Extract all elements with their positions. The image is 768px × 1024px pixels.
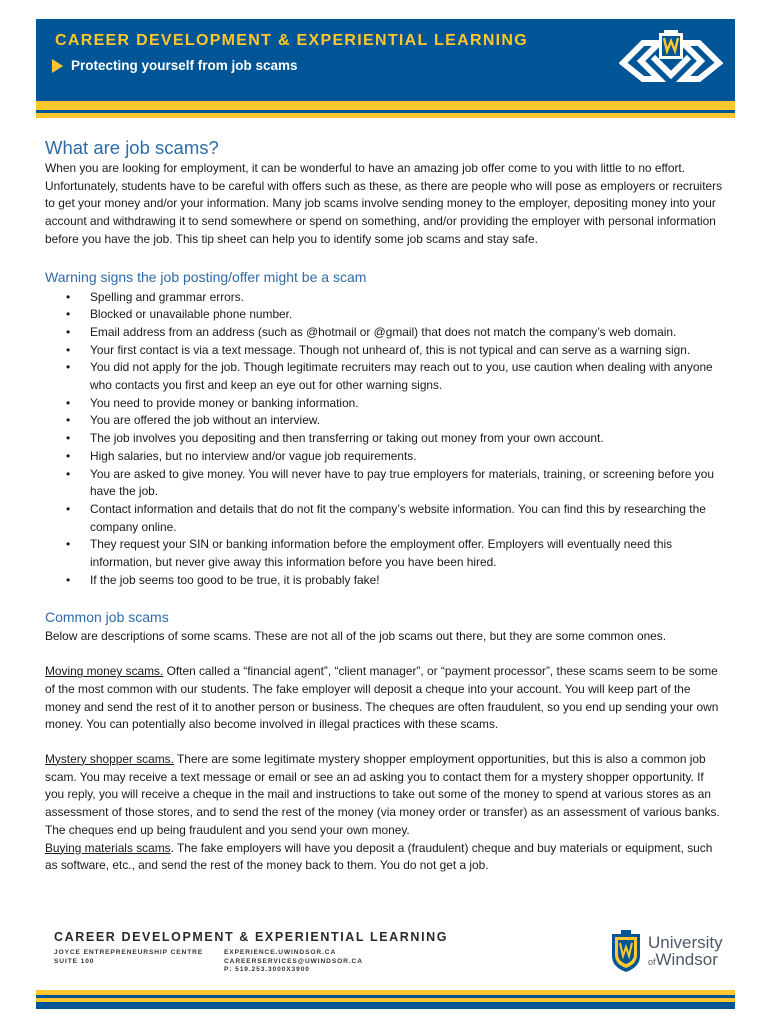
header-stripe bbox=[36, 101, 735, 110]
moving-money-paragraph bbox=[45, 663, 725, 734]
footer-title: CAREER DEVELOPMENT & EXPERIENTIAL LEARNING bbox=[54, 930, 449, 944]
university-name-windsor: Windsor bbox=[655, 950, 718, 969]
university-name-of: of bbox=[648, 957, 656, 967]
list-item: • High salaries, but no interview and/or vague job requirements. bbox=[45, 448, 725, 466]
list-item: • Your first contact is via a text message. Though not unheard of, this is not typical and can serve as a warning sign. bbox=[45, 342, 725, 360]
list-item: • Email address from an address (such as @hotmail or @gmail) that does not match the company’s web domain. bbox=[45, 324, 725, 342]
buying-materials-text: . The fake employers will have you deposit a (fraudulent) cheque and buy materials or equipment, such as software, etc., and send the rest of the money back to them. You do not get a job. bbox=[45, 840, 713, 873]
university-wordmark bbox=[648, 934, 723, 971]
university-name-line2 bbox=[648, 951, 723, 971]
mystery-shopper-paragraph bbox=[45, 751, 725, 840]
moving-money-label: Moving money scams. bbox=[45, 664, 164, 679]
list-item: • You did not apply for the job. Though legitimate recruiters may reach out to you, use caution when dealing with anyone who contacts you first and keep an eye out for other warning signs. bbox=[45, 359, 725, 394]
intro-paragraph: When you are looking for employment, it can be wonderful to have an amazing job offer come to you with little to no effort. Unfortunately, students have to be careful with offers such as these, as there are people who will pose as employers or recruiters to get your money and/or your information. Many job scams involve sending money to the employer, depositing money into your account and withdrawing it to send somewhere or spend on something, and/or providing the employer with personal information before you have the job. This tip sheet can help you to identify some job scams and stay safe. bbox=[45, 161, 723, 246]
header-subtitle bbox=[52, 58, 298, 73]
section-heading-common-scams: Common job scams bbox=[45, 609, 169, 626]
common-intro-paragraph: Below are descriptions of some scams. These are not all of the job scams out there, but they are some common ones. bbox=[45, 629, 667, 644]
main-content bbox=[45, 136, 725, 875]
list-item: • They request your SIN or banking information before the employment offer. Employers will eventually need this information, but never give away this information before you have been hired. bbox=[45, 536, 725, 571]
list-item: • Spelling and grammar errors. bbox=[45, 289, 725, 307]
buying-materials-paragraph bbox=[45, 840, 725, 875]
section-heading-intro: What are job scams? bbox=[45, 137, 219, 158]
header-stripe bbox=[36, 113, 735, 118]
footer-contact bbox=[224, 949, 363, 975]
footer-address-line: SUITE 100 bbox=[54, 957, 95, 965]
mystery-shopper-label: Mystery shopper scams. bbox=[45, 751, 174, 766]
list-item: • You are asked to give money. You will never have to pay true employers for materials, training, or screening before you have the job. bbox=[45, 466, 725, 501]
list-item: • The job involves you depositing and then transferring or taking out money from your own account. bbox=[45, 430, 725, 448]
mystery-shopper-text: There are some legitimate mystery shopper employment opportunities, but this is also a common job scam. You may receive a text message or email or see an ad asking you to contact them for a mystery shopper opportunity. If you reply, you will receive a cheque in the mail and instructions to take out some of the money to spend at various stores as an assessment of those stores, and to send the rest of the money (via money order or transfer) as an assessment of various banks. The cheques end up being fraudulent and you send your own money. bbox=[45, 751, 720, 837]
list-item: • If the job seems too good to be true, it is probably fake! bbox=[45, 572, 725, 590]
footer-email-link[interactable]: CAREERSERVICES@UWINDSOR.CA bbox=[224, 957, 363, 965]
header-subtitle-text: Protecting yourself from job scams bbox=[71, 58, 298, 73]
list-item: • Blocked or unavailable phone number. bbox=[45, 306, 725, 324]
university-name-line1: University bbox=[648, 933, 723, 952]
footer-address bbox=[54, 949, 203, 966]
uwindsor-crest-diamond-logo-icon bbox=[619, 27, 723, 93]
buying-materials-label: Buying materials scams bbox=[45, 840, 171, 855]
header-banner bbox=[36, 19, 735, 101]
warning-signs-list bbox=[45, 289, 725, 590]
section-heading-warning-signs: Warning signs the job posting/offer might be a scam bbox=[45, 268, 367, 285]
arrow-right-icon bbox=[52, 59, 63, 73]
list-item: • Contact information and details that do not fit the company’s website information. You can find this by researching the company online. bbox=[45, 501, 725, 536]
list-item: • You need to provide money or banking information. bbox=[45, 395, 725, 413]
footer-stripe bbox=[36, 1002, 735, 1009]
footer-website-link[interactable]: EXPERIENCE.UWINDSOR.CA bbox=[224, 949, 337, 956]
uwindsor-shield-icon bbox=[609, 930, 643, 974]
footer bbox=[36, 916, 735, 990]
footer-address-line: JOYCE ENTREPRENEURSHIP CENTRE bbox=[54, 949, 204, 956]
list-item: • You are offered the job without an interview. bbox=[45, 412, 725, 430]
footer-phone: P: 519.253.3000X3900 bbox=[224, 966, 310, 973]
header-title: CAREER DEVELOPMENT & EXPERIENTIAL LEARNING bbox=[55, 32, 529, 49]
moving-money-text: Often called a “financial agent”, “client manager”, or “payment processor”, these scams seem to be some of the most common with our students. The fake employer will deposit a cheque into your account. You will keep part of the money and send the rest of it to another person or business. The cheques are often fraudulent, so you end up sending your own money. You can potentially also become involved in illegal practices with these scams. bbox=[45, 664, 719, 732]
